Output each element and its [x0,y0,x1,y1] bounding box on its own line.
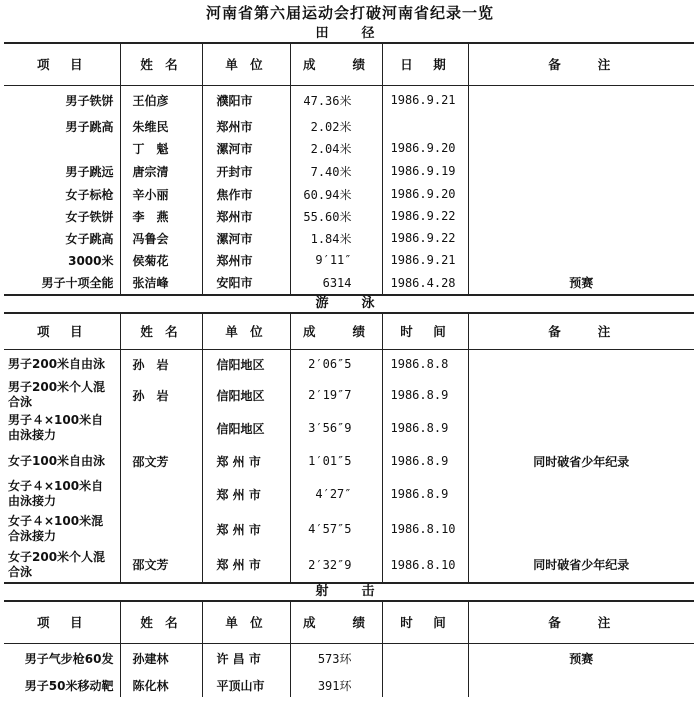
note-cell [468,379,694,411]
section-title-swim: 游 泳 [315,296,385,311]
table-row [4,137,694,159]
result-cell: 2.04米 [290,137,382,159]
note-cell [468,511,694,547]
table-row [4,477,694,511]
table-row [4,643,694,673]
date-cell: 1986.8.9 [382,477,468,511]
unit-cell: 郑 州 市 [202,547,290,583]
table-row [4,445,694,477]
track-body [4,85,694,295]
athlete-cell: 王伯彦 [120,85,202,115]
result-cell: 1.84米 [290,227,382,249]
result-cell: 3′56″9 [290,411,382,445]
result-cell: 47.36米 [290,85,382,115]
event-cell [4,137,120,159]
athlete-cell [120,477,202,511]
date-cell [382,115,468,137]
result-cell: 391环 [290,673,382,697]
unit-cell: 郑 州 市 [202,511,290,547]
unit-cell: 漯河市 [202,137,290,159]
table-row [4,379,694,411]
note-cell [468,137,694,159]
date-cell: 1986.8.9 [382,445,468,477]
athlete-cell: 冯鲁会 [120,227,202,249]
result-cell: 573环 [290,643,382,673]
shoot-header-row [4,601,694,643]
date-cell: 1986.8.10 [382,547,468,583]
swim-table [4,312,694,584]
event-cell: 男子十项全能 [41,276,114,290]
note-cell: 预赛 [468,271,694,295]
athlete-cell: 丁 魁 [120,137,202,159]
athlete-cell: 陈化林 [120,673,202,697]
note-cell: 同时破省少年纪录 [468,547,694,583]
unit-cell: 漯河市 [202,227,290,249]
table-row [4,205,694,227]
event-cell: 女子200米个人混合泳 [8,549,106,579]
event-cell: 男子跳远 [65,164,114,179]
unit-cell: 安阳市 [202,271,290,295]
athlete-cell: 张洁峰 [120,271,202,295]
unit-cell: 信阳地区 [202,379,290,411]
athlete-cell: 邵文芳 [120,547,202,583]
col-result-header: 成 绩 [290,43,382,85]
col-note-header: 备 注 [468,43,694,85]
shoot-table [4,600,694,697]
note-cell [468,85,694,115]
table-row [4,547,694,583]
event-cell: 女子４×100米混合泳接力 [8,514,104,543]
unit-cell: 许 昌 市 [202,643,290,673]
event-cell: 女子100米自由泳 [8,453,106,468]
athlete-cell [120,411,202,445]
section-title-track: 田 径 [315,26,385,41]
col-event-header: 项 目 [4,313,120,349]
note-cell [468,477,694,511]
event-cell: 3000米 [68,253,114,268]
table-row [4,673,694,697]
note-cell [468,673,694,697]
athlete-cell: 孙 岩 [120,379,202,411]
date-cell: 1986.8.8 [382,349,468,379]
date-cell: 1986.9.19 [382,159,468,183]
event-cell: 男子50米移动靶 [24,678,114,693]
table-row [4,349,694,379]
event-cell: 男子铁饼 [65,93,114,108]
athlete-cell: 辛小丽 [120,183,202,205]
result-cell: 2′06″5 [290,349,382,379]
result-cell: 1′01″5 [290,445,382,477]
athlete-cell: 侯菊花 [120,249,202,271]
unit-cell: 郑 州 市 [202,477,290,511]
unit-cell: 信阳地区 [202,349,290,379]
table-row [4,227,694,249]
table-row [4,411,694,445]
table-row [4,183,694,205]
col-unit-header: 单 位 [202,43,290,85]
date-cell: 1986.9.22 [382,205,468,227]
table-row [4,511,694,547]
note-cell [468,249,694,271]
unit-cell: 平顶山市 [202,673,290,697]
event-cell: 女子铁饼 [65,209,114,224]
col-result-header: 成 绩 [290,601,382,643]
result-cell: 2′19″7 [290,379,382,411]
athlete-cell: 李 燕 [120,205,202,227]
result-cell: 60.94米 [290,183,382,205]
unit-cell: 焦作市 [202,183,290,205]
date-cell: 1986.9.21 [382,85,468,115]
unit-cell: 信阳地区 [202,411,290,445]
swim-header-row [4,313,694,349]
event-cell: 男子200米自由泳 [8,356,106,371]
event-cell: 男子气步枪60发 [24,651,114,666]
note-cell: 同时破省少年纪录 [468,445,694,477]
unit-cell: 郑州市 [202,115,290,137]
date-cell: 1986.8.9 [382,379,468,411]
unit-cell: 开封市 [202,159,290,183]
col-unit-header: 单 位 [202,313,290,349]
date-cell: 1986.9.20 [382,137,468,159]
note-cell [468,205,694,227]
unit-cell: 郑 州 市 [202,445,290,477]
col-event-header: 项 目 [4,43,120,85]
col-event-header: 项 目 [4,601,120,643]
result-cell: 9′11″ [290,249,382,271]
track-table [4,42,694,296]
result-cell: 2.02米 [290,115,382,137]
col-unit-header: 单 位 [202,601,290,643]
athlete-cell: 朱维民 [120,115,202,137]
unit-cell: 郑州市 [202,249,290,271]
col-note-header: 备 注 [468,313,694,349]
table-row [4,115,694,137]
col-result-header: 成 绩 [290,313,382,349]
result-cell: 4′57″5 [290,511,382,547]
col-time-header: 时 间 [382,313,468,349]
table-row [4,159,694,183]
col-name-header: 姓 名 [120,313,202,349]
date-cell [382,643,468,673]
event-cell: 男子200米个人混合泳 [8,380,106,409]
col-name-header: 姓 名 [120,43,202,85]
result-cell: 7.40米 [290,159,382,183]
result-cell: 4′27″ [290,477,382,511]
athlete-cell: 邵文芳 [120,445,202,477]
shoot-body [4,643,694,697]
unit-cell: 濮阳市 [202,85,290,115]
col-name-header: 姓 名 [120,601,202,643]
page-title: 河南省第六届运动会打破河南省纪录一览 [205,4,494,22]
date-cell: 1986.8.9 [382,411,468,445]
date-cell: 1986.9.22 [382,227,468,249]
result-cell: 2′32″9 [290,547,382,583]
athlete-cell: 唐宗清 [120,159,202,183]
note-cell: 预赛 [468,643,694,673]
date-cell: 1986.8.10 [382,511,468,547]
event-cell: 男子４×100米自由泳接力 [8,413,104,442]
note-cell [468,349,694,379]
col-time-header: 时 间 [382,601,468,643]
event-cell: 女子跳高 [65,231,114,246]
athlete-cell: 孙 岩 [120,349,202,379]
note-cell [468,159,694,183]
note-cell [468,227,694,249]
section-title-shoot: 射 击 [315,584,385,599]
col-date-header: 日 期 [382,43,468,85]
date-cell: 1986.9.20 [382,183,468,205]
note-cell [468,411,694,445]
note-cell [468,183,694,205]
event-cell: 男子跳高 [65,119,114,134]
date-cell: 1986.9.21 [382,249,468,271]
track-header-row [4,43,694,85]
result-cell: 6314 [290,271,382,295]
note-cell [468,115,694,137]
athlete-cell [120,511,202,547]
unit-cell: 郑州市 [202,205,290,227]
swim-body [4,349,694,583]
table-row [4,85,694,115]
col-note-header: 备 注 [468,601,694,643]
event-cell: 女子４×100米自由泳接力 [8,479,104,508]
table-row [4,249,694,271]
date-cell [382,673,468,697]
athlete-cell: 孙建林 [120,643,202,673]
event-cell: 女子标枪 [65,187,114,202]
date-cell: 1986.4.28 [382,271,468,295]
result-cell: 55.60米 [290,205,382,227]
